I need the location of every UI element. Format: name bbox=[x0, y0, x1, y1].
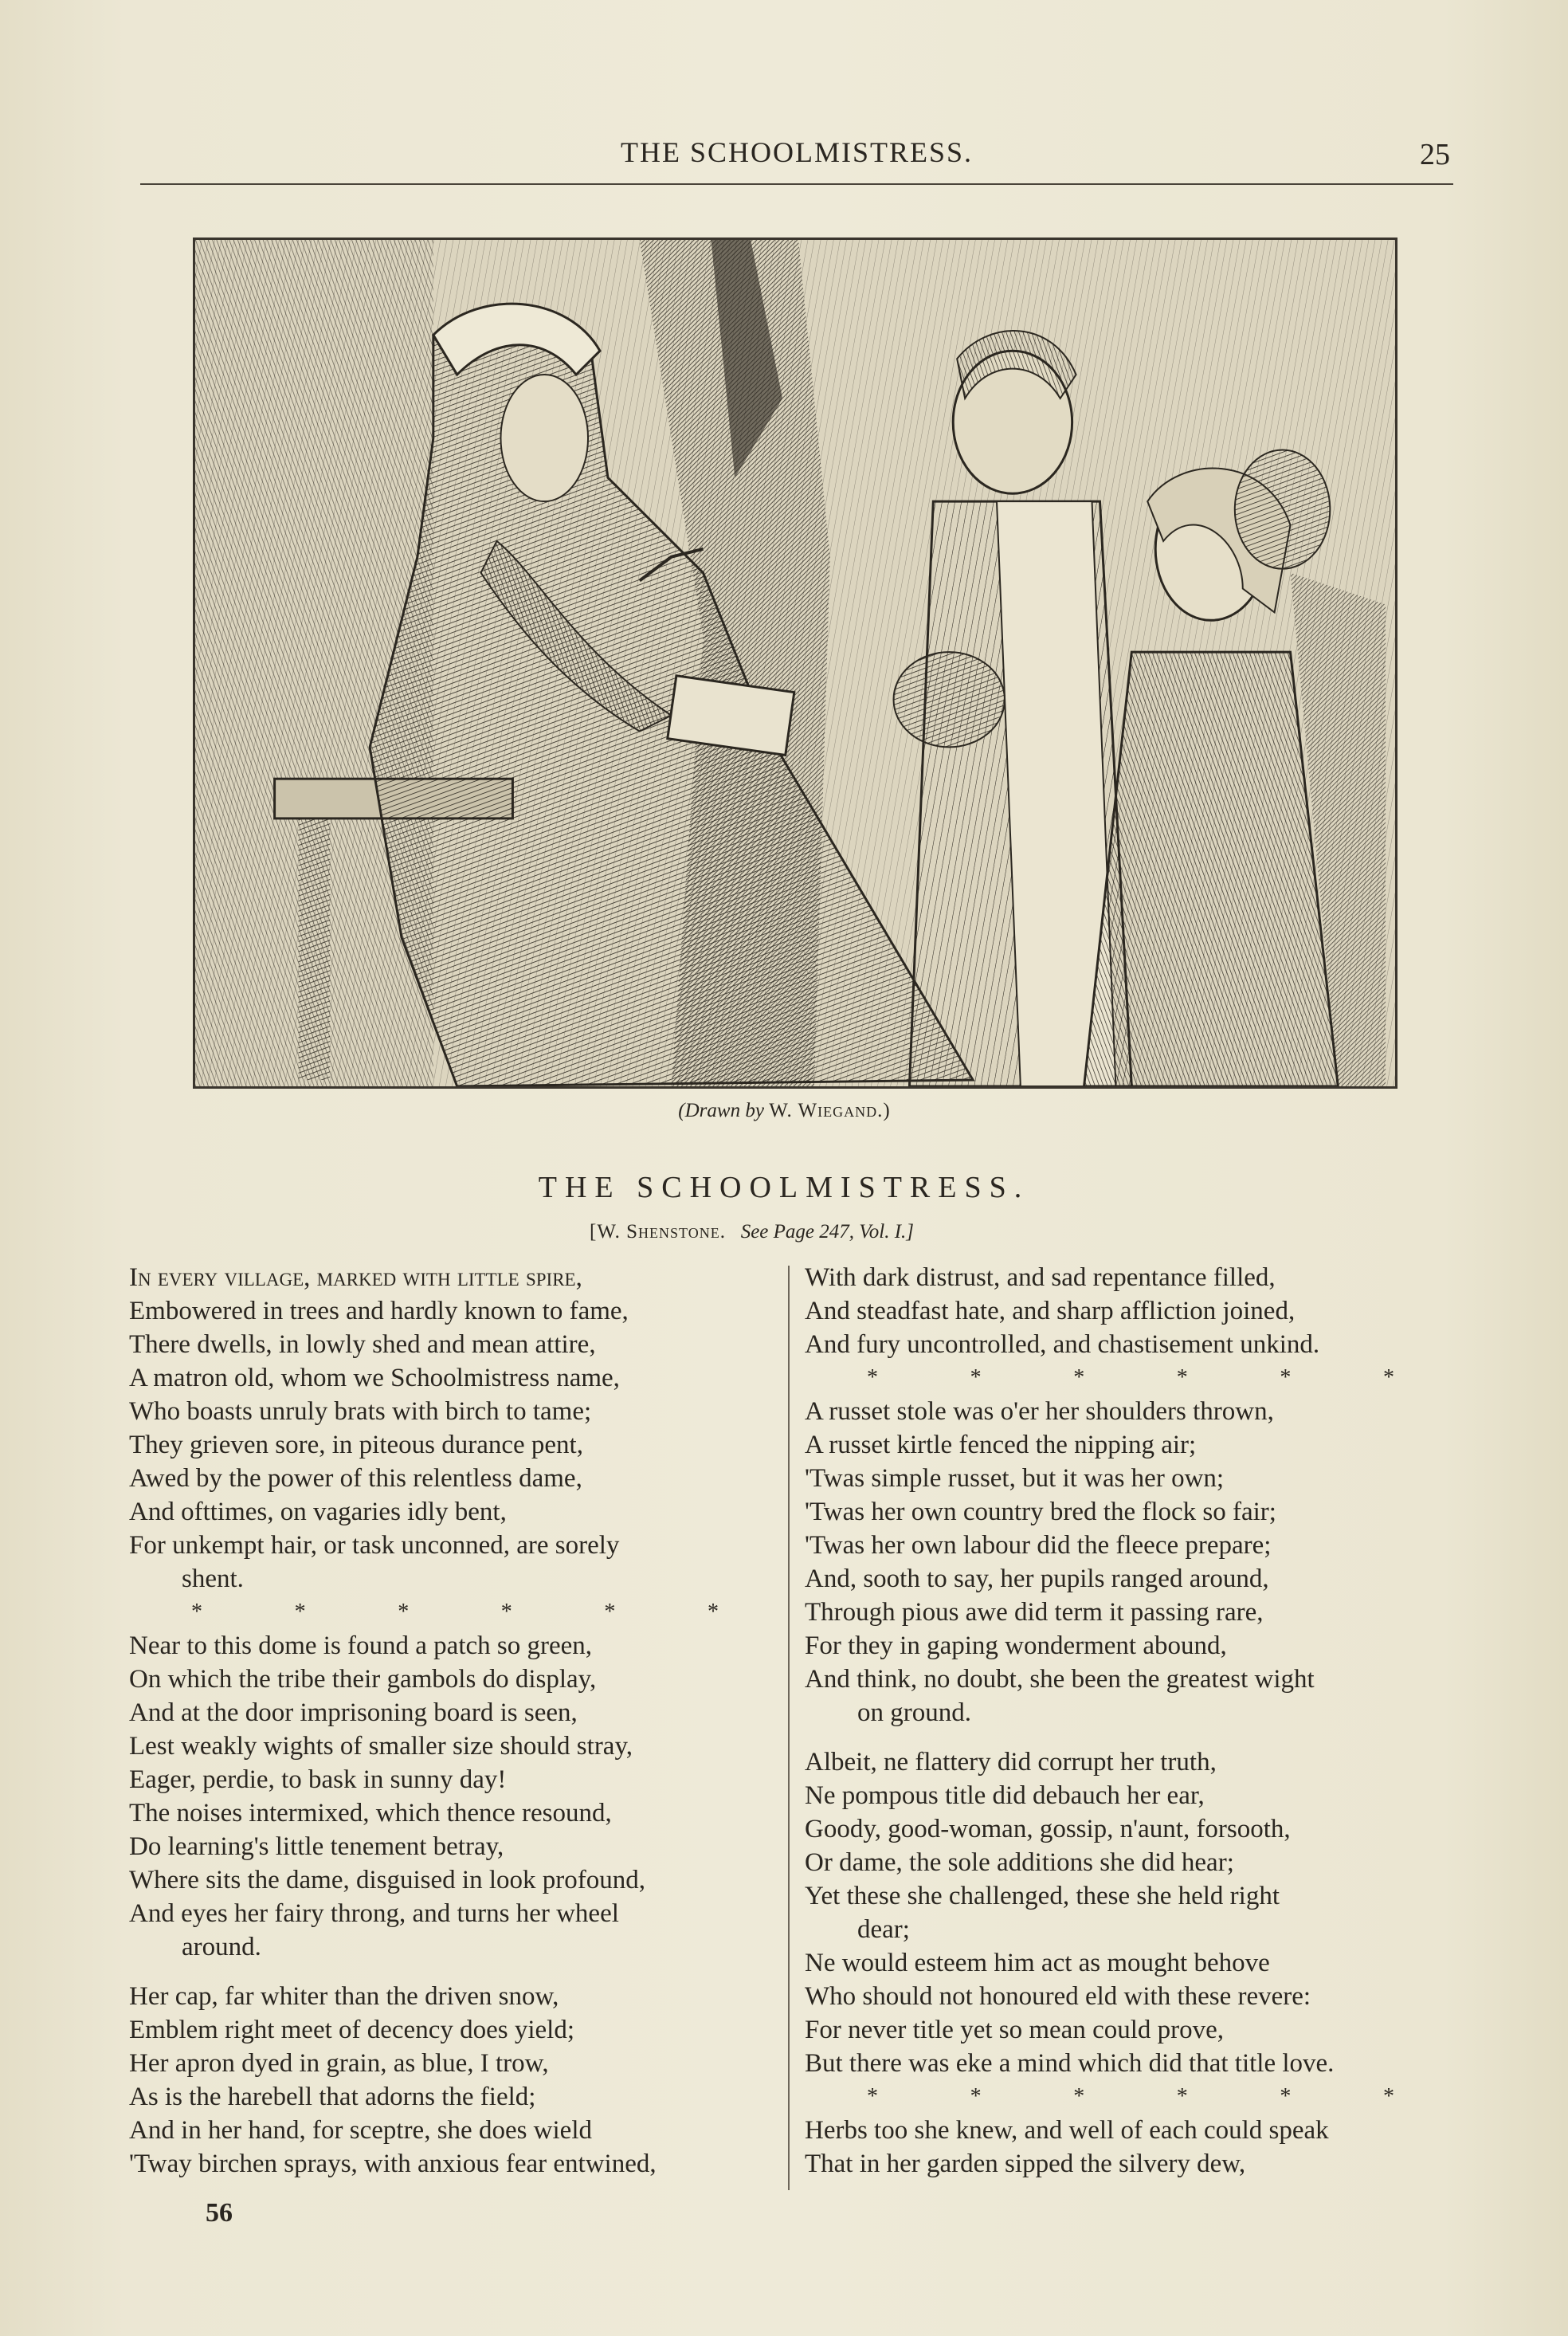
star: * bbox=[604, 1600, 616, 1624]
verse-line: Ne would esteem him act as mought behove bbox=[805, 1949, 1270, 1977]
verse-line: 'Twas her own labour did the fleece prepare; bbox=[805, 1531, 1272, 1560]
caption-prefix: (Drawn by bbox=[678, 1100, 764, 1121]
verse-line: Albeit, ne flattery did corrupt her truth, bbox=[805, 1748, 1217, 1777]
verse-line: With dark distrust, and sad repentance filled, bbox=[805, 1263, 1276, 1292]
star: * bbox=[1073, 2084, 1085, 2109]
verse-line: 'Twas her own country bred the flock so fair; bbox=[805, 1498, 1276, 1526]
stanza bbox=[129, 1629, 782, 1964]
verse-line: As is the harebell that adorns the field; bbox=[129, 2083, 536, 2111]
verse-line: Near to this dome is found a patch so green, bbox=[129, 1631, 593, 1660]
star: * bbox=[398, 1600, 410, 1624]
verse-line-continued: dear; bbox=[857, 1915, 910, 1944]
verse-line: Or dame, the sole additions she did hear; bbox=[805, 1848, 1234, 1877]
star: * bbox=[1280, 2084, 1292, 2109]
verse-line: Where sits the dame, disguised in look profound, bbox=[129, 1866, 645, 1894]
verse-line: And in her hand, for sceptre, she does wield bbox=[129, 2116, 592, 2145]
stanza bbox=[805, 1261, 1458, 1361]
verse-line: A russet kirtle fenced the nipping air; bbox=[805, 1431, 1197, 1459]
caption-suffix: ) bbox=[883, 1100, 890, 1121]
verse-line: That in her garden sipped the silvery dew, bbox=[805, 2150, 1246, 2178]
stanza bbox=[805, 1745, 1458, 2080]
verse-line: And, sooth to say, her pupils ranged around, bbox=[805, 1565, 1269, 1593]
verse-line: For unkempt hair, or task unconned, are sorely bbox=[129, 1531, 620, 1560]
verse-line: Lest weakly wights of smaller size should stray, bbox=[129, 1732, 633, 1761]
verse-line: Goody, good-woman, gossip, n'aunt, forsooth, bbox=[805, 1815, 1291, 1843]
running-title: THE SCHOOLMISTRESS. bbox=[620, 136, 974, 168]
star: * bbox=[500, 1600, 512, 1624]
verse-line: And fury uncontrolled, and chastisement unkind. bbox=[805, 1330, 1320, 1359]
star: * bbox=[1073, 1365, 1085, 1390]
verse-line: On which the tribe their gambols do display, bbox=[129, 1665, 597, 1694]
right-column bbox=[805, 1261, 1458, 2197]
star: * bbox=[707, 1600, 719, 1624]
verse-line: And ofttimes, on vagaries idly bent, bbox=[129, 1498, 507, 1526]
attribution-author: [W. Shenstone. bbox=[590, 1221, 726, 1243]
printer-signature-mark: 56 bbox=[206, 2198, 233, 2228]
verse-line: Eager, perdie, to bask in sunny day! bbox=[129, 1765, 507, 1794]
verse-line: Herbs too she knew, and well of each could speak bbox=[805, 2116, 1329, 2145]
verse-line: Do learning's little tenement betray, bbox=[129, 1832, 504, 1861]
verse-line: For never title yet so mean could prove, bbox=[805, 2016, 1225, 2044]
verse-line: In every village, marked with little spire, bbox=[129, 1263, 582, 1292]
poem-title: THE SCHOOLMISTRESS. bbox=[538, 1171, 1030, 1204]
verse-line: And eyes her fairy throng, and turns her wheel bbox=[129, 1899, 619, 1928]
star: * bbox=[970, 2084, 982, 2109]
verse-line-continued: around. bbox=[182, 1933, 261, 1961]
star: * bbox=[867, 1365, 878, 1390]
section-break-stars bbox=[129, 1596, 782, 1629]
left-column bbox=[129, 1261, 782, 2197]
verse-line: Her apron dyed in grain, as blue, I trow, bbox=[129, 2049, 549, 2078]
stanza bbox=[129, 1980, 782, 2181]
verse-line: And steadfast hate, and sharp affliction joined, bbox=[805, 1297, 1296, 1325]
engraving-illustration bbox=[193, 238, 1397, 1089]
verse-line: A matron old, whom we Schoolmistress name, bbox=[129, 1364, 620, 1392]
verse-line: Embowered in trees and hardly known to fame, bbox=[129, 1297, 629, 1325]
verse-line: The noises intermixed, which thence resound, bbox=[129, 1799, 612, 1828]
illustration-caption bbox=[0, 1100, 1568, 1122]
star: * bbox=[1280, 1365, 1292, 1390]
stanza bbox=[805, 2114, 1458, 2181]
verse-line: Her cap, far whiter than the driven snow, bbox=[129, 1982, 559, 2011]
verse-line: And at the door imprisoning board is seen, bbox=[129, 1698, 578, 1727]
verse-line: And think, no doubt, she been the greatest wight bbox=[805, 1665, 1315, 1694]
verse-line-continued: on ground. bbox=[857, 1698, 971, 1727]
verse-line: Through pious awe did term it passing rare, bbox=[805, 1598, 1264, 1627]
verse-line: 'Tway birchen sprays, with anxious fear entwined, bbox=[129, 2150, 657, 2178]
column-divider bbox=[788, 1266, 790, 2190]
star: * bbox=[1176, 2084, 1188, 2109]
engraving-drawing bbox=[195, 240, 1395, 1086]
poem-attribution bbox=[590, 1221, 914, 1243]
verse-line: Emblem right meet of decency does yield; bbox=[129, 2016, 574, 2044]
verse-line: A russet stole was o'er her shoulders thrown, bbox=[805, 1397, 1274, 1426]
verse-line: They grieven sore, in piteous durance pent, bbox=[129, 1431, 583, 1459]
star: * bbox=[1382, 1365, 1394, 1390]
verse-line: Who should not honoured eld with these revere: bbox=[805, 1982, 1311, 2011]
page-number: 25 bbox=[1420, 138, 1450, 171]
star: * bbox=[867, 2084, 878, 2109]
section-break-stars bbox=[805, 1361, 1458, 1395]
star: * bbox=[1176, 1365, 1188, 1390]
running-head bbox=[140, 128, 1453, 185]
verse-line: There dwells, in lowly shed and mean attire, bbox=[129, 1330, 596, 1359]
verse-line: Who boasts unruly brats with birch to tame; bbox=[129, 1397, 592, 1426]
verse-line: Awed by the power of this relentless dame, bbox=[129, 1464, 582, 1493]
star: * bbox=[191, 1600, 202, 1624]
verse-line: Yet these she challenged, these she held right bbox=[805, 1882, 1280, 1910]
verse-line: But there was eke a mind which did that title love. bbox=[805, 2049, 1335, 2078]
section-break-stars bbox=[805, 2080, 1458, 2114]
stanza bbox=[805, 1395, 1458, 1729]
verse-line: 'Twas simple russet, but it was her own; bbox=[805, 1464, 1225, 1493]
stanza bbox=[129, 1261, 782, 1596]
star: * bbox=[1382, 2084, 1394, 2109]
verse-line: For they in gaping wonderment abound, bbox=[805, 1631, 1227, 1660]
attribution-reference: See Page 247, Vol. I.] bbox=[740, 1221, 915, 1243]
verse-line-continued: shent. bbox=[182, 1565, 244, 1593]
star: * bbox=[294, 1600, 306, 1624]
star: * bbox=[970, 1365, 982, 1390]
caption-artist: W. Wiegand. bbox=[769, 1100, 884, 1121]
verse-line: Ne pompous title did debauch her ear, bbox=[805, 1781, 1205, 1810]
